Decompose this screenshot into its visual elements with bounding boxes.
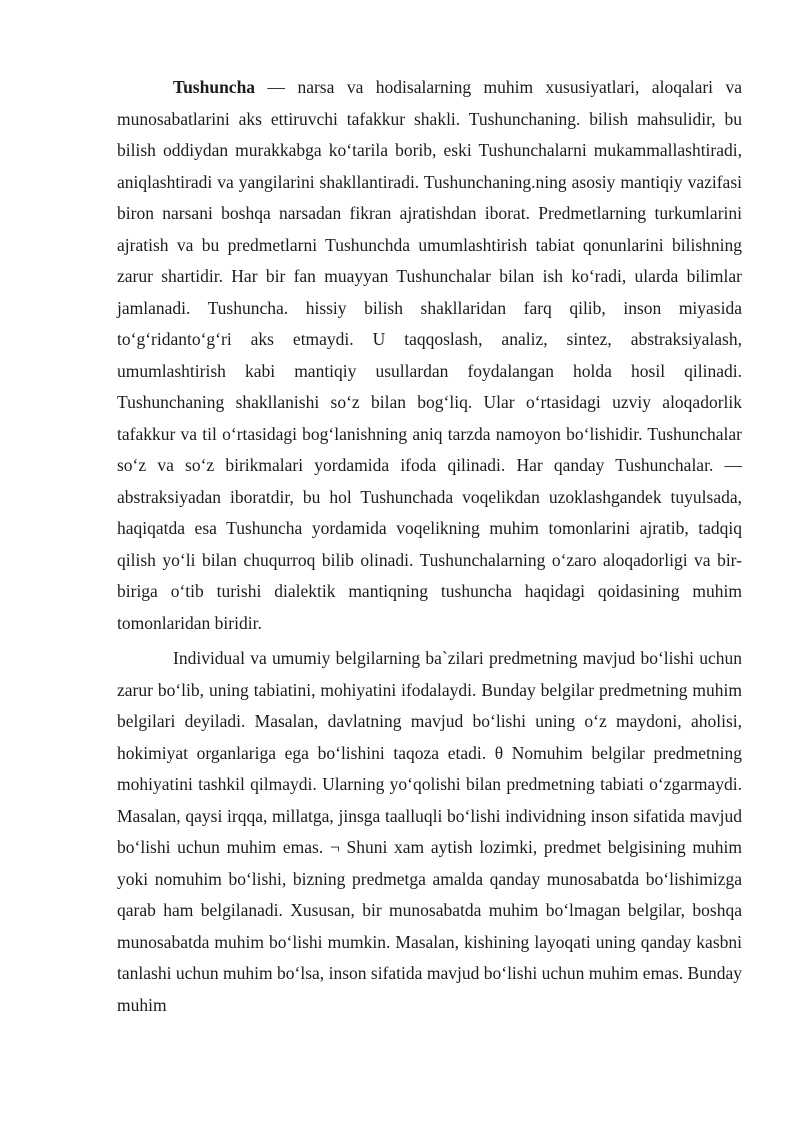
term-tushuncha: Tushuncha: [173, 77, 256, 97]
paragraph-features: [117, 643, 742, 1021]
paragraph-definition-text: — narsa va hodisalarning muhim xususiyatlari, aloqalari va munosabatlarini aks ettiruvchi tafakkur shakli. Tushunchaning. bilish mahsulidir, bu bilish oddiydan murakkabga koʻtarila borib, eski Tushunchalarni mukammallashtiradi, aniqlashtiradi va yangilarini shakllantiradi. Tushunchaning.ning asosiy mantiqiy vazifasi biron narsani boshqa narsadan fikran ajratishdan iborat. Predmetlarning turkumlarini ajratish va bu predmetlarni Tushunchda umumlashtirish tabiat qonunlarini bilishning zarur shartidir. Har bir fan muayyan Tushunchalar bilan ish koʻradi, ularda bilimlar jamlanadi. Tushuncha. hissiy bilish shakllaridan farq qilib, inson miyasida toʻgʻridantoʻgʻri aks etmaydi. U taqqoslash, analiz, sintez, abstraksiyalash, umumlashtirish kabi mantiqiy usullardan foydalangan holda hosil qilinadi. Tushunchaning shakllanishi soʻz bilan bogʻliq. Ular oʻrtasidagi uzviy aloqadorlik tafakkur va til oʻrtasidagi bogʻlanishning aniq tarzda namoyon boʻlishidir. Tushunchalar soʻz va soʻz birikmalari yordamida ifoda qilinadi. Har qanday Tushunchalar. — abstraksiyadan iboratdir, bu hol Tushunchada voqelikdan uzoklashgandek tuyulsada, haqiqatda esa Tushuncha yordamida voqelikning muhim tomonlarini ajratib, tadqiq qilish yoʻli bilan chuqurroq bilib olinadi. Tushunchalarning oʻzaro aloqadorligi va bir-biriga oʻtib turishi dialektik mantiqning tushuncha haqidagi qoidasining muhim tomonlaridan biridir.: [117, 77, 742, 633]
paragraph-definition: [117, 72, 742, 639]
paragraph-features-text: Individual va umumiy belgilarning ba`zilari predmetning mavjud boʻlishi uchun zarur boʻlib, uning tabiatini, mohiyatini ifodalaydi. Bunday belgilar predmetning muhim belgilari deyiladi. Masalan, davlatning mavjud boʻlishi uning oʻz maydoni, aholisi, hokimiyat organlariga ega boʻlishini taqoza etadi. θ Nomuhim belgilar predmetning mohiyatini tashkil qilmaydi. Ularning yoʻqolishi bilan predmetning tabiati oʻzgarmaydi. Masalan, qaysi irqqa, millatga, jinsga taalluqli boʻlishi individning inson sifatida mavjud boʻlishi uchun muhim emas. ¬ Shuni xam aytish lozimki, predmet belgisining muhim yoki nomuhim boʻlishi, bizning predmetga amalda qanday munosabatda boʻlishimizga qarab ham belgilanadi. Xususan, bir munosabatda muhim boʻlmagan belgilar, boshqa munosabatda muhim boʻlishi mumkin. Masalan, kishining layoqati uning qanday kasbni tanlashi uchun muhim boʻlsa, inson sifatida mavjud boʻlishi uchun muhim emas. Bunday muhim: [117, 648, 742, 1015]
document-page: [117, 72, 742, 1025]
